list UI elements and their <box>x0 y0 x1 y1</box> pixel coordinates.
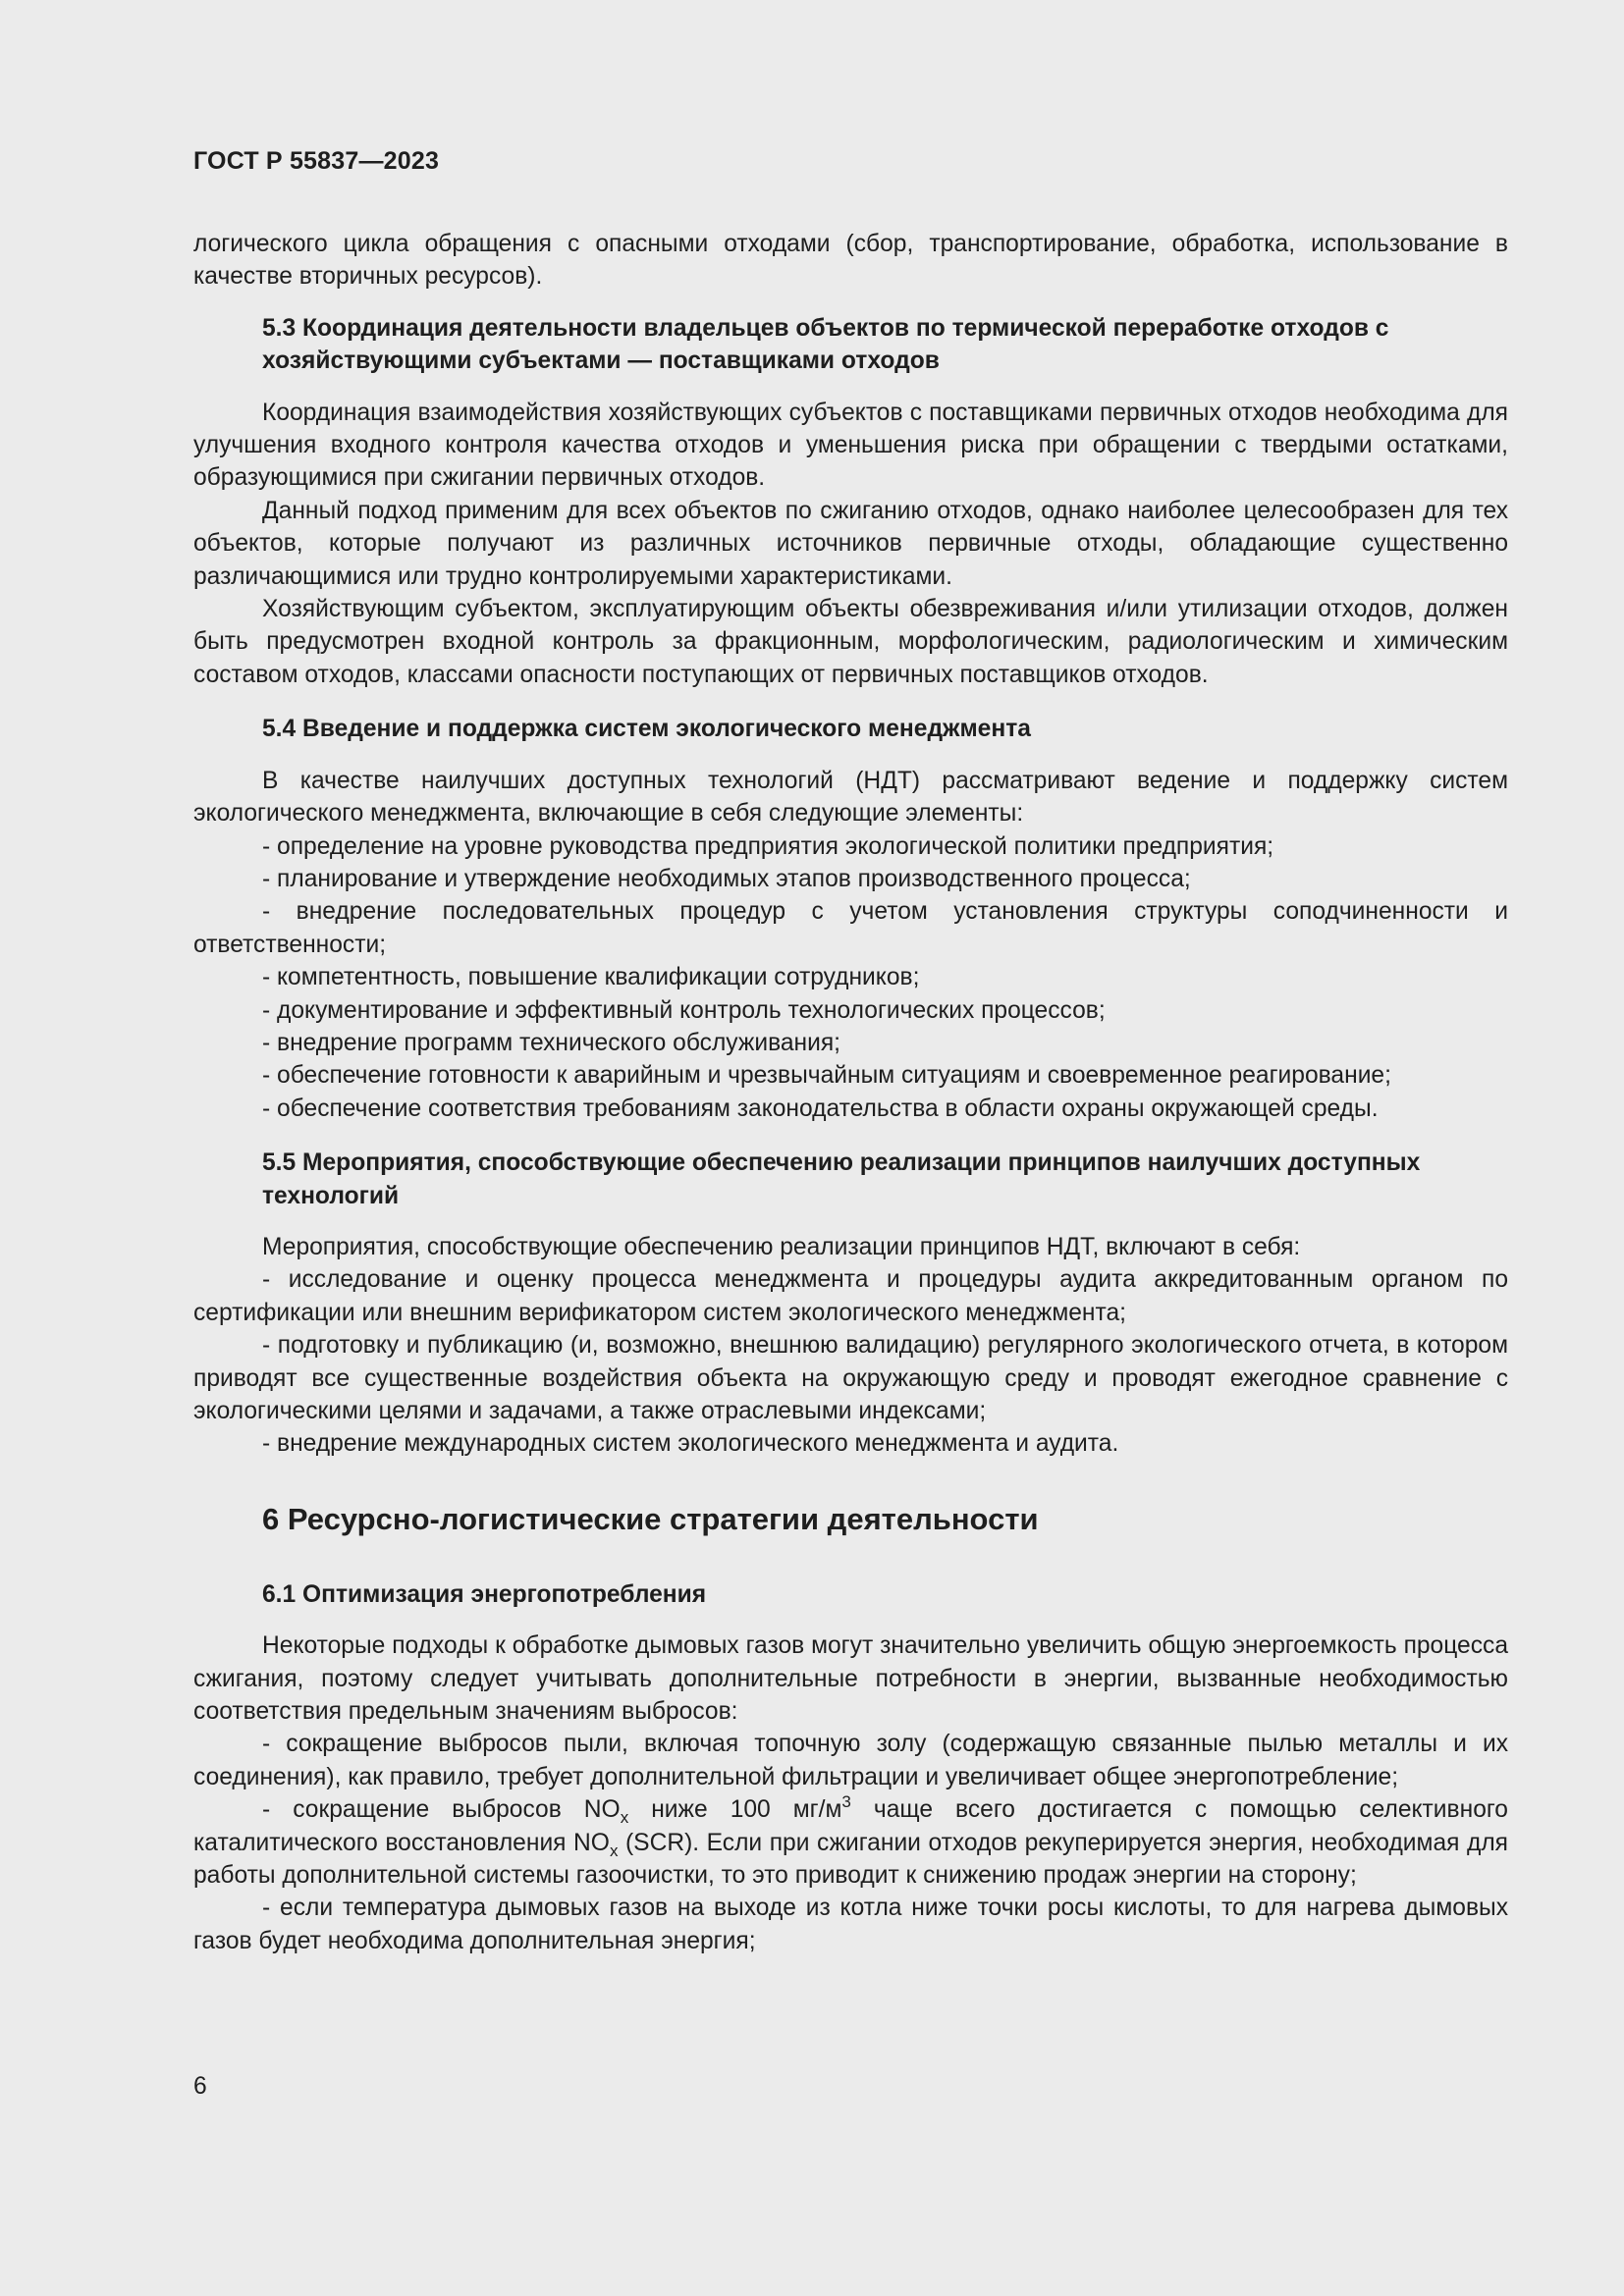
section-5-5-paragraph-1: Мероприятия, способствующие обеспечению реализации принципов НДТ, включают в себя: <box>262 1233 1301 1260</box>
list-item: - внедрение программ технического обслуживания; <box>262 1029 841 1056</box>
list-item: - если температура дымовых газов на выходе из котла ниже точки росы кислоты, то для нагрева дымовых газов будет необходима дополнительная энергия; <box>193 1895 1508 1954</box>
section-5-3-paragraph-2: Данный подход применим для всех объектов по сжиганию отходов, однако наиболее целесообразен для тех объектов, которые получают из различных источников первичные отходы, обладающие существенно различающимися или трудно контролируемыми характеристиками. <box>193 497 1508 590</box>
list-item: - исследование и оценку процесса менеджмента и процедуры аудита аккредитованным органом по сертификации или внешним верификатором систем экологического менеджмента; <box>193 1266 1508 1326</box>
list-item: - сокращение выбросов пыли, включая топочную золу (содержащую связанные пылью металлы и их соединения), как правило, требует дополнительной фильтрации и увеличивает общее энергопотребление; <box>193 1731 1508 1790</box>
page-number: 6 <box>193 2073 207 2100</box>
nox-text-a: - сокращение выбросов NO <box>262 1796 621 1824</box>
section-5-4-title: 5.4 Введение и поддержка систем экологического менеджмента <box>262 716 1031 743</box>
section-6-1-title: 6.1 Оптимизация энергопотребления <box>262 1580 707 1608</box>
list-item: - обеспечение готовности к аварийным и чрезвычайным ситуациям и своевременное реагирование; <box>262 1062 1391 1090</box>
section-5-3-paragraph-1: Координация взаимодействия хозяйствующих субъектов с поставщиками первичных отходов необходима для улучшения входного контроля качества отходов и уменьшения риска при обращении с твердыми остатками, образующимися при сжигании первичных отходов. <box>193 399 1508 492</box>
list-item: - внедрение последовательных процедур с учетом установления структуры соподчиненности и ответственности; <box>193 898 1508 958</box>
nox-subscript-2: x <box>609 1841 619 1860</box>
section-6-title: 6 Ресурсно-логистические стратегии деятельности <box>262 1501 1039 1536</box>
cubic-superscript: 3 <box>841 1792 851 1812</box>
section-5-5-title: 5.5 Мероприятия, способствующие обеспечению реализации принципов наилучших доступных технологий <box>262 1149 1421 1209</box>
document-body <box>193 0 1508 1957</box>
list-item: - документирование и эффективный контроль технологических процессов; <box>262 996 1106 1024</box>
section-6-1-paragraph-1: Некоторые подходы к обработке дымовых газов могут значительно увеличить общую энергоемкость процесса сжигания, поэтому следует учитывать дополнительные потребности в энергии, вызванные необходимостью соответствия предельным значениям выбросов: <box>193 1632 1508 1726</box>
section-5-3-title: 5.3 Координация деятельности владельцев объектов по термической переработке отходов с хозяйствующими субъектами — поставщиками отходов <box>262 314 1389 375</box>
nox-text-c: чаще всего достигается с помощью селективного каталитического восстановления NO <box>193 1796 1508 1856</box>
intro-paragraph: логического цикла обращения с опасными отходами (сбор, транспортирование, обработка, использование в качестве вторичных ресурсов). <box>193 231 1508 291</box>
list-item: - определение на уровне руководства предприятия экологической политики предприятия; <box>262 832 1274 860</box>
list-item: - компетентность, повышение квалификации сотрудников; <box>262 964 920 991</box>
list-item: - внедрение международных систем экологического менеджмента и аудита. <box>262 1430 1119 1458</box>
list-item: - подготовку и публикацию (и, возможно, внешнюю валидацию) регулярного экологического отчета, в котором приводят все существенные воздействия объекта на окружающую среду и проводят ежегодное сравнение с экологическими целями и задачами, а также отраслевыми индексами; <box>193 1332 1508 1424</box>
list-item <box>193 1793 1508 1892</box>
section-5-4-paragraph-1: В качестве наилучших доступных технологий (НДТ) рассматривают ведение и поддержку систем экологического менеджмента, включающие в себя следующие элементы: <box>193 767 1508 828</box>
nox-subscript: x <box>620 1808 629 1828</box>
section-5-3-paragraph-3: Хозяйствующим субъектом, эксплуатирующим объекты обезвреживания и/или утилизации отходов, должен быть предусмотрен входной контроль за фракционным, морфологическим, радиологическим и химическим составом отходов, классами опасности поступающих от первичных поставщиков отходов. <box>193 596 1508 688</box>
document-header: ГОСТ Р 55837—2023 <box>193 147 440 175</box>
list-item: - обеспечение соответствия требованиям законодательства в области охраны окружающей среды. <box>262 1095 1379 1122</box>
nox-text-d: (SCR). Если при сжигании отходов рекуперируется энергия, необходимая для работы дополнительной системы газоочистки, то это приводит к снижению продаж энергии на сторону; <box>193 1829 1508 1890</box>
nox-text-b: ниже 100 мг/м <box>628 1796 842 1824</box>
list-item: - планирование и утверждение необходимых этапов производственного процесса; <box>262 865 1191 892</box>
